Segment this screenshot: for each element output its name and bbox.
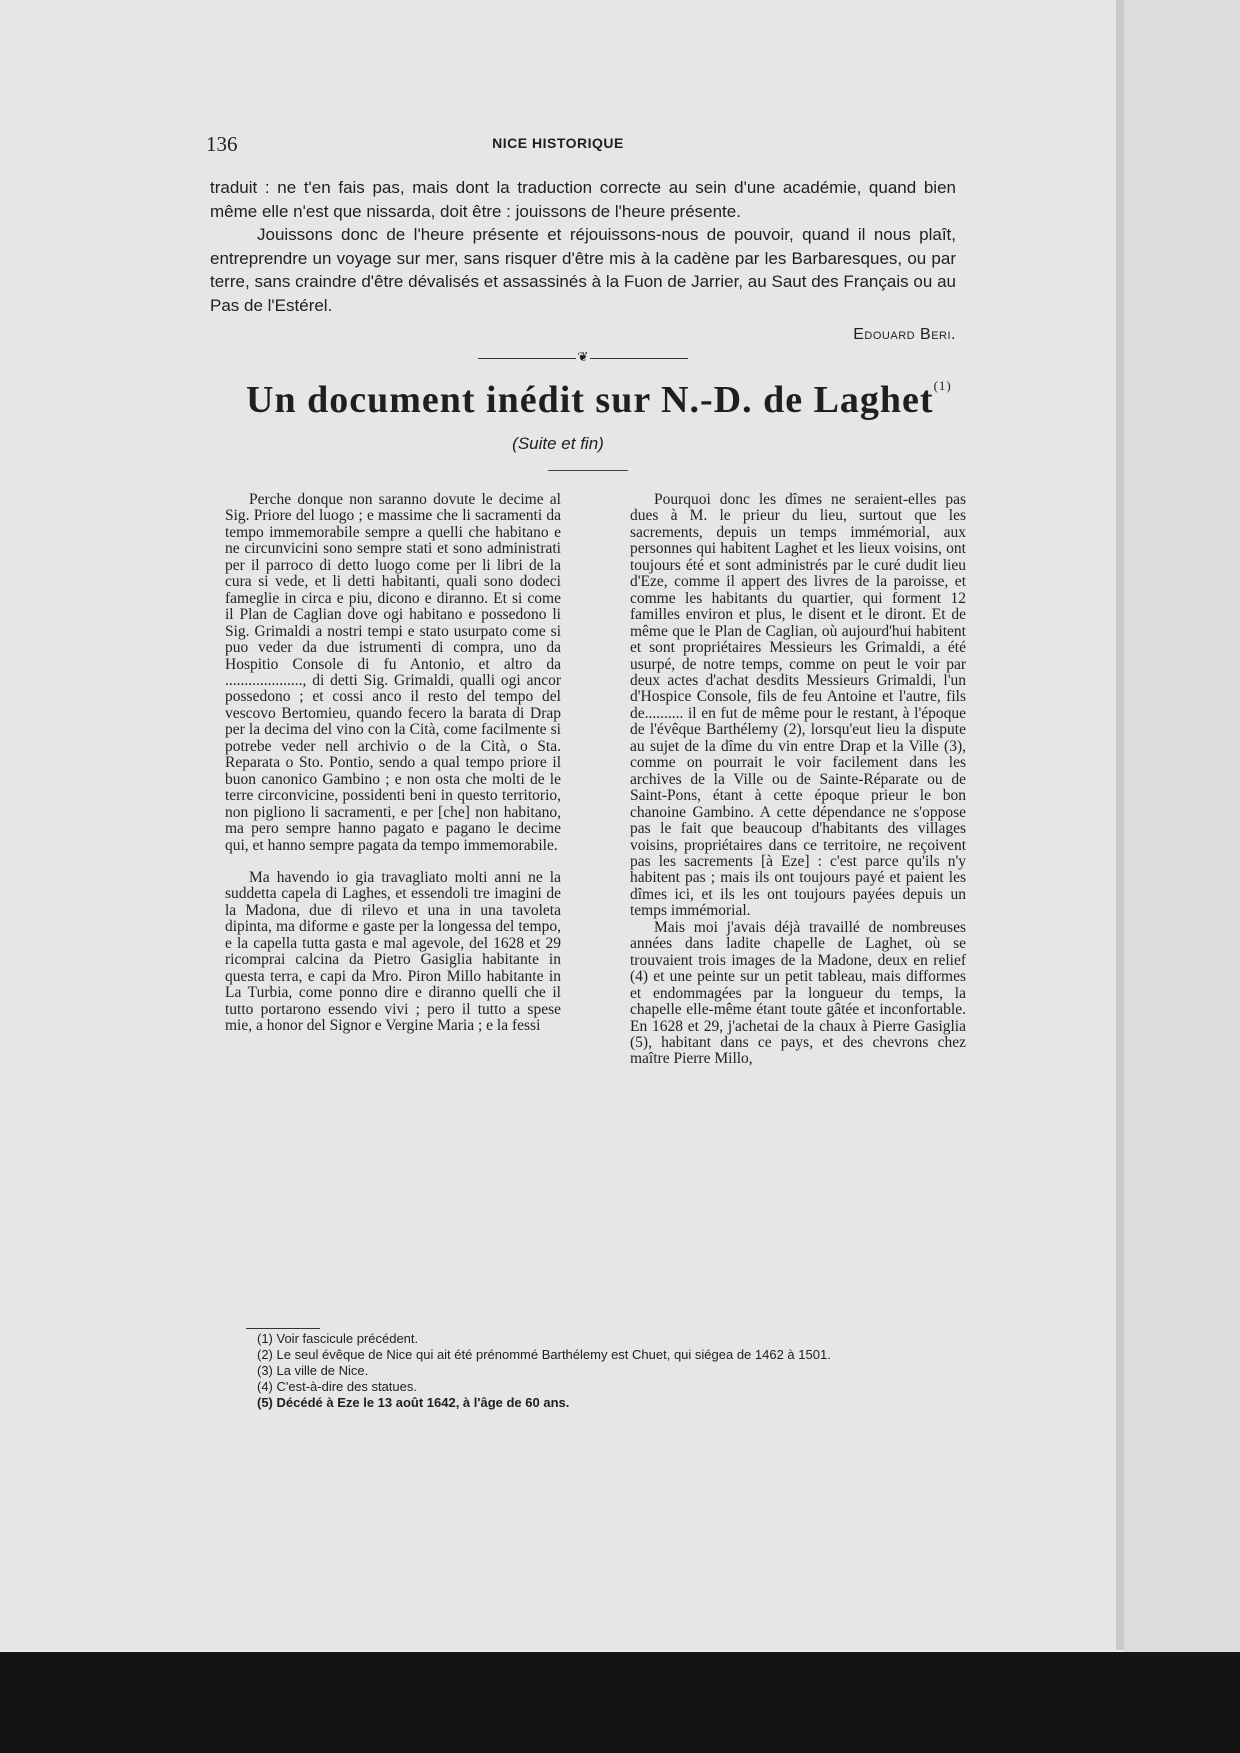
article-title xyxy=(246,378,966,422)
footnote-rule xyxy=(246,1328,320,1329)
scanner-background xyxy=(0,1652,1240,1753)
footnote: (2) Le seul évêque de Nice qui ait été prénommé Barthélemy est Chuet, qui siégea de 1462 à 1501. xyxy=(257,1347,831,1362)
column-paragraph: Perche donque non saranno dovute le decime al Sig. Priore del luogo ; e massime che li sacramenti da tempo immemorabile sempre a quelli che habitano e ne circunvicini sono sempre stati et sono administrati per il parroco di detto luogo come per li libri de la cura si vede, et li detti habitanti, quali sono dodeci fameglie in circa e piu, dicono e diranno. Et si come il Plan de Caglian dove ogi habitano e possedono li Sig. Grimaldi a nostri tempi e stato usurpato come si puo veder da due istrumenti di compra, uno da Hospitio Console di fu Antonio, et altro da ...................., di detti Sig. Grimaldi, qualli ogi ancor possedono ; et cossi anco il resto del tempo del vescovo Bertomieu, quando fecero la barata di Drap per la decima del vino con la Cità, come facilmente si potrebe veder nell archivio o de la Cità, o Sta. Reparata o Sto. Pontio, sendo a qual tempo priore il buon canonico Gambino ; e non osta che molti de le terre circonvicine, possidenti beni in questo territorio, non pigliono li sacramenti, e per [che] non habitano, ma pero sempre hanno pagato e pagano le decime qui, et hanno sempre pagata da tempo immemorabile. xyxy=(225,491,561,854)
intro-paragraph: Jouissons donc de l'heure présente et réjouissons-nous de pouvoir, quand il nous plaît, entreprendre un voyage sur mer, sans risquer d'être mis à la cadène par les Barbaresques, ou par terre, sans craindre d'être dévalisés et assassinés à la Fuon de Jarrier, au Saut des Français ou au Pas de l'Estérel. xyxy=(210,225,956,315)
intro-text xyxy=(210,176,956,317)
fleuron-icon: ❦ xyxy=(577,349,589,364)
footnote: (4) C'est-à-dire des statues. xyxy=(257,1379,417,1394)
section-divider xyxy=(478,349,688,366)
page-number: 136 xyxy=(206,132,238,156)
article-title-text: Un document inédit sur N.-D. de Laghet xyxy=(246,379,934,421)
french-translation-column xyxy=(630,492,966,1068)
column-paragraph: Mais moi j'avais déjà travaillé de nombreuses années dans ladite chapelle de Laghet, où se trouvaient trois images de la Madone, deux en relief (4) et une peinte sur un petit tableau, mais difformes et endommagées par la longueur du temps, la chapelle elle-même étant toute gâtée et inconfortable. En 1628 et 29, j'achetai de la chaux à Pierre Gasiglia (5), habitant dans ce pays, et des chevrons chez maître Pierre Millo, xyxy=(630,918,966,1068)
column-paragraph: Pourquoi donc les dîmes ne seraient-elles pas dues à M. le prieur du lieu, surtout que les sacrements, depuis un temps immémorial, aux personnes qui habitent Laghet et les lieux voisins, ont toujours été et sont administrés par le curé dudit lieu d'Eze, comme il appert des livres de la paroisse, et comme les habitants du quartier, qui forment 12 familles environ et plus, le disent et le diront. Et de même que le Plan de Caglian, où aujourd'hui habitent et sont propriétaires Messieurs les Grimaldi, a été usurpé, de notre temps, comme on peut le voir par deux actes d'achat desdits Messieurs Grimaldi, l'un d'Hospice Console, fils de feu Antoine et l'autre, fils de.......... il en fut de même pour le restant, à l'époque de l'évêque Barthélemy (2), lorsqu'eut lieu la dispute au sujet de la dîme du vin entre Drap et la Ville (3), comme on pourrait le voir facilement dans les archives de la Ville ou de Sainte-Réparate ou de Saint-Pons, étant à cette époque prieur le bon chanoine Gambino. A cette dépendance ne s'oppose pas le fait que beaucoup d'habitants des villages voisins, propriétaires dans ce territoire, ne reçoivent pas les sacrements [à Eze] : c'est parce qu'ils n'y habitent pas ; mais ils ont toujours payé et paient les dîmes ici, et ils les ont toujours payées depuis un temps immémorial. xyxy=(630,491,966,920)
title-footnote-marker: (1) xyxy=(933,378,952,393)
article-subtitle: (Suite et fin) xyxy=(512,434,604,453)
author-signature: Edouard Beri. xyxy=(853,326,956,343)
footnote: (3) La ville de Nice. xyxy=(257,1363,369,1378)
divider-line xyxy=(590,358,688,359)
intro-paragraph: traduit : ne t'en fais pas, mais dont la traduction correcte au sein d'une académie, quand bien même elle n'est que nissarda, doit être : jouissons de l'heure présente. xyxy=(210,178,956,221)
column-paragraph: Ma havendo io gia travagliato molti anni ne la suddetta capela di Laghes, et essendoli tre imagini de la Madona, due di rilevo et una in una tavoleta dipinta, ma diforme e gaste per la longessa del tempo, e la capella tutta gasta e mal agevole, del 1628 et 29 ricomprai calcina da Pietro Gasiglia habitante in questa terra, e capi da Mro. Piron Millo habitante in La Turbia, come ponno dire e diranno quelli che il tutto portarono essendo vivi ; pero il tutto a spese mie, a honor del Signor e Vergine Maria ; e la fessi xyxy=(225,868,561,1035)
footnotes xyxy=(210,1331,962,1411)
subtitle-rule xyxy=(548,470,628,471)
running-head: NICE HISTORIQUE xyxy=(492,135,624,151)
underlying-page xyxy=(1124,0,1240,1660)
page-edge-shadow xyxy=(1116,0,1124,1650)
italian-text-column xyxy=(225,492,561,1035)
footnote: (5) Décédé à Eze le 13 août 1642, à l'âge de 60 ans. xyxy=(257,1395,570,1410)
divider-line xyxy=(478,358,576,359)
footnote: (1) Voir fascicule précédent. xyxy=(257,1331,419,1346)
